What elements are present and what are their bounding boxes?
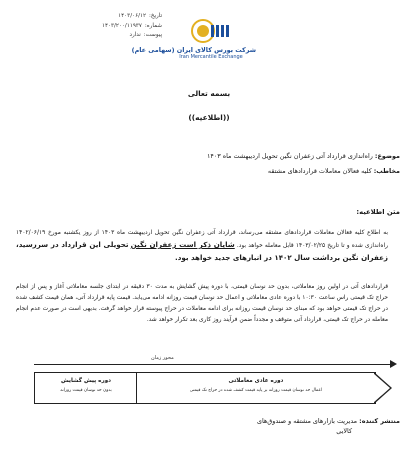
timeline-chevron-icon — [374, 372, 392, 404]
audience-text: کلیه فعالان معاملات قراردادهای مشتقه — [267, 167, 372, 175]
time-axis-arrow-icon — [390, 360, 397, 368]
publisher-line-1: مدیریت بازارهای مشتقه و صندوق‌های — [256, 417, 358, 425]
body-title: متن اطلاعیه: — [356, 208, 400, 216]
body-paragraph-2: قراردادهای آتی در اولین روز معاملاتی، بدون حد نوسان قیمتی، با دوره پیش گشایش به مدت ۳۰ دقیقه در ابتدای جلسه معاملاتی آغاز و پس از انجام حراج تک قیمتی راس ساعت ۱۰:۳۰ با دوره عادی معاملاتی و اعمال حد نوسان قیمت روزانه ادامه می‌یابد. قیمت پایه قرارداد آتی، همان قیمت کشف شده در حراج تک قیمتی خواهد بود که مبنای حد نوسان قیمت روزانه برای ادامه معاملات در حراج پیوسته قرار خواهد گرفت. بدیهی است در صورت عدم انجام معامله در حراج تک قیمتی، قرارداد آتی متوقف و مجدداً ضمن فرآیند روز کاری بعد تکرار خواهد شد. — [16, 284, 389, 323]
pre-open-desc: بدون حد نوسان قیمت روزانه — [60, 388, 112, 393]
subject-line — [207, 152, 400, 160]
publisher — [257, 416, 400, 436]
pre-open-period-box — [34, 372, 138, 404]
publisher-line-2: کالایی — [336, 427, 352, 435]
normal-title: دوره عادی معاملاتی — [228, 378, 284, 384]
body-paragraph-1 — [16, 228, 388, 265]
number-value: ۱۴۰۳/۲۰۰/۱۱۹۳۷ — [102, 22, 142, 29]
letter-meta — [52, 12, 162, 41]
basmala-heading: بسمه تعالی — [187, 89, 231, 98]
date-label: تاریخ: — [148, 13, 162, 19]
logo-mark — [166, 18, 256, 44]
attachment-value: ندارد — [129, 32, 141, 38]
subject-label: موضوع: — [374, 152, 400, 160]
audience-label: مخاطب: — [373, 167, 400, 175]
attachment-label: پیوست: — [143, 32, 162, 38]
ime-logo-icon — [191, 19, 231, 43]
normal-period-box — [136, 372, 376, 404]
date-row — [52, 12, 162, 22]
p1-text: به اطلاع کلیه فعالان معاملات قراردادهای مشتقه می‌رساند، قرارداد آتی زعفران نگین تحویل اردیبهشت ماه ۱۴۰۳ از روز یکشنبه مورخ ۱۴۰۲/۰۶/۱۹ راه‌اندازی شده و تا تاریخ ۱۴۰۳/۰۲/۲۵ قابل معامله خواهد بود. — [16, 230, 388, 249]
number-row — [52, 22, 162, 32]
audience-line — [268, 167, 400, 175]
time-axis-label: محور زمان — [151, 355, 174, 361]
company-name-en: Iran Mercantile Exchange — [179, 54, 243, 60]
p1-underline: شایان ذکر است زعفران نگین — [130, 240, 235, 249]
p1-bold: تحویلی این قرارداد در سررسید، زعفران نگین برداشت سال ۱۴۰۲ در انبارهای جدید خواهد بود. — [16, 240, 388, 262]
publisher-label: منتشر کننده: — [359, 417, 400, 425]
subject-text: راه‌اندازی قرارداد آتی زعفران نگین تحویل اردیبهشت ماه ۱۴۰۳ — [207, 152, 373, 160]
pre-open-title: دوره پیش گشایش — [60, 378, 112, 384]
notice-title: ((اطلاعیه)) — [188, 113, 230, 122]
attachment-row — [52, 31, 162, 41]
number-label: شماره: — [144, 22, 162, 29]
date-value: ۱۴۰۳/۰۶/۱۲ — [118, 13, 146, 19]
time-axis-line — [34, 364, 394, 365]
normal-desc: اعمال حد نوسان قیمت روزانه بر پایه قیمت کشف شده در حراج تک قیمتی — [189, 388, 323, 393]
company-name-fa: شرکت بورس کالای ایران (سهامی عام) — [131, 46, 256, 54]
